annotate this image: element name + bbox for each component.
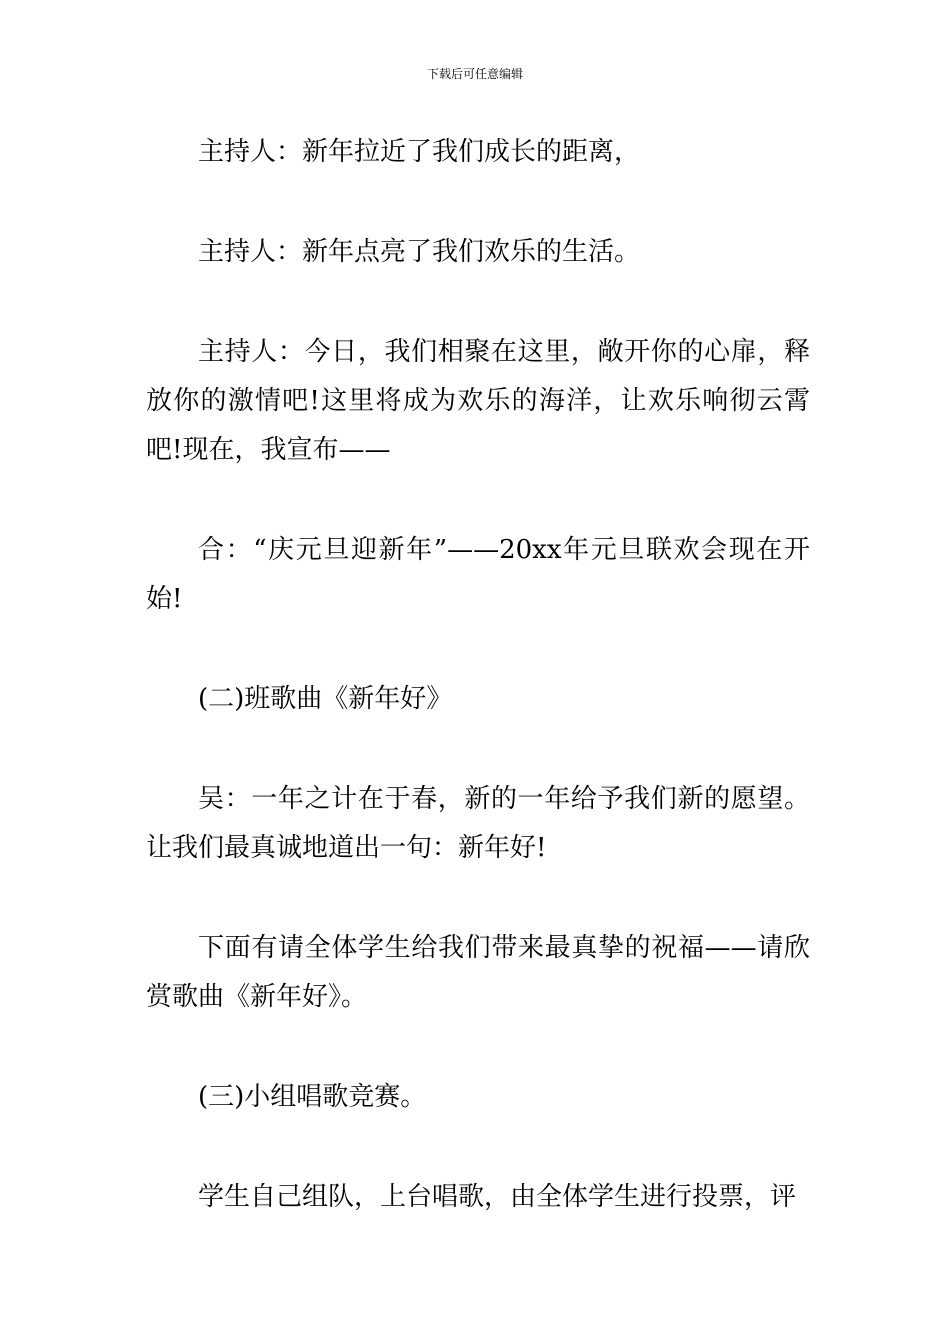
section-heading-group-contest: (三)小组唱歌竞赛。 (198, 1082, 427, 1112)
paragraph-wu-speech: 吴：一年之计在于春，新的一年给予我们新的愿望。让我们最真诚地道出一句：新年好! (146, 784, 810, 863)
paragraph-contest-rules: 学生自己组队，上台唱歌，由全体学生进行投票，评 (198, 1182, 797, 1212)
paragraph-host-line-2: 主持人：新年点亮了我们欢乐的生活。 (198, 237, 641, 267)
paragraph-chorus-opening: 合：“庆元旦迎新年”——20xx年元旦联欢会现在开始! (146, 535, 810, 614)
paragraph-host-line-1: 主持人：新年拉近了我们成长的距离， (198, 137, 641, 167)
document-body (146, 128, 810, 1273)
section-heading-class-song: (二)班歌曲《新年好》 (198, 684, 453, 714)
page-header: 下载后可任意编辑 (426, 67, 523, 81)
paragraph-host-announcement: 主持人：今日，我们相聚在这里，敞开你的心扉，释放你的激情吧!这里将成为欢乐的海洋，让欢乐响彻云霄吧!现在，我宣布—— (146, 337, 810, 465)
paragraph-song-invitation: 下面有请全体学生给我们带来最真挚的祝福——请欣赏歌曲《新年好》。 (146, 933, 810, 1012)
